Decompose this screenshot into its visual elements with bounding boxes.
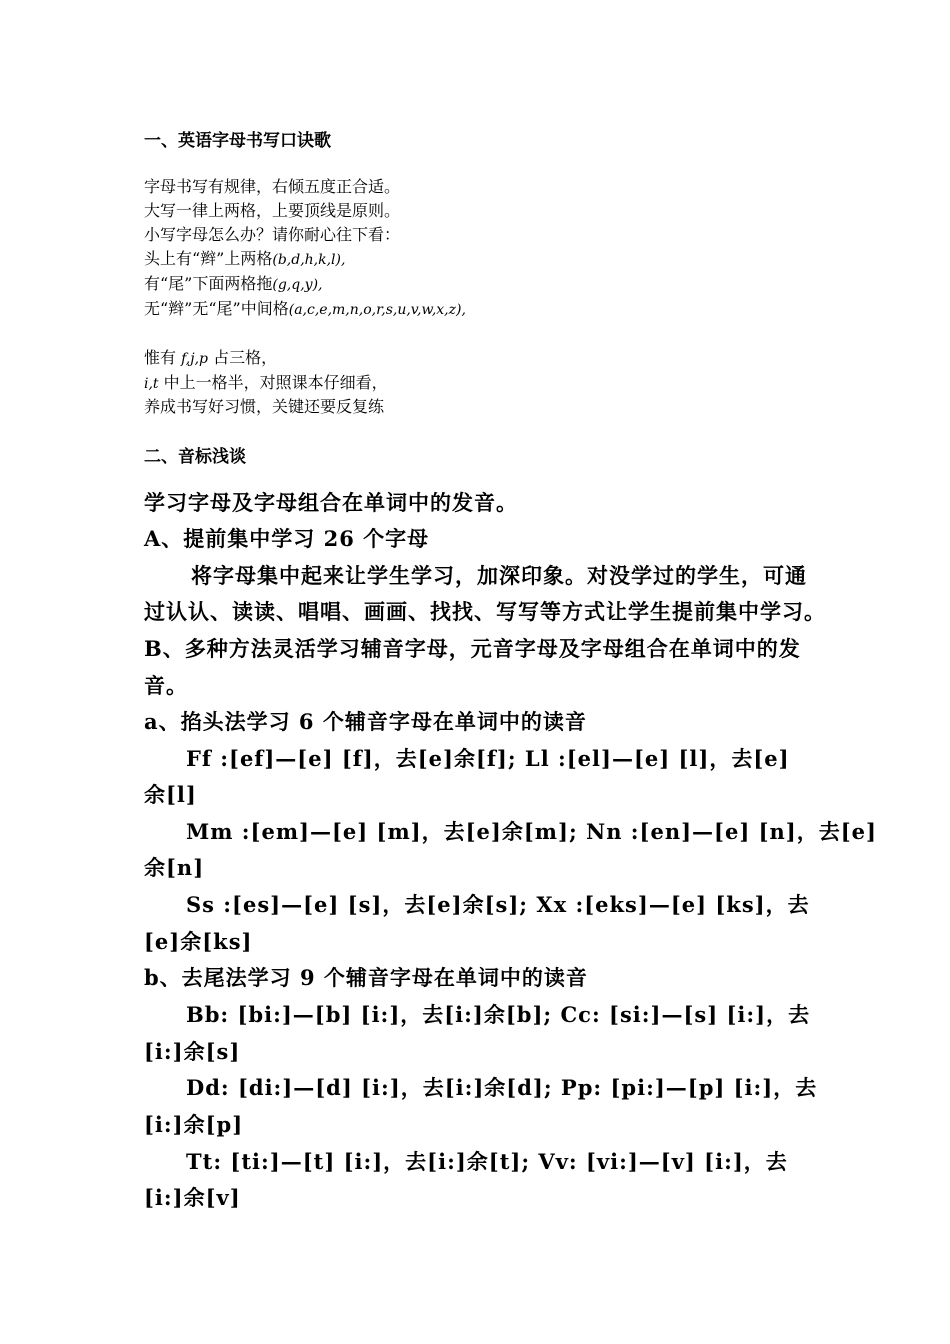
- rhyme-line-7-c: 占三格，: [207, 348, 278, 367]
- heading-b-line-2: 音。: [144, 673, 188, 698]
- rhyme-line-5-letters: (g,q,y),: [272, 277, 323, 293]
- rhyme-line-4-text: 头上有“辫”上两格: [144, 249, 273, 268]
- rhyme-line-7-letters: f,j,p: [181, 351, 208, 367]
- rhyme-line-6-letters: (a,c,e,m,n,o,r,s,u,v,w,x,z),: [288, 302, 466, 318]
- rhyme-line-2: 大写一律上两格，上要顶线是原则。: [144, 201, 401, 220]
- section1-title: 一、英语字母书写口诀歌: [144, 131, 331, 151]
- ss-line-1: Ss :[es]—[e] [s]，去[e]余[s]; Xx :[eks]—[e] [ks]，去: [186, 892, 810, 917]
- subheading-a: a、掐头法学习 6 个辅音字母在单词中的读音: [144, 709, 587, 734]
- rhyme-line-6: [144, 296, 466, 319]
- paragraph-a-line-2: 过认认、读读、唱唱、画画、找找、写写等方式让学生提前集中学习。: [144, 599, 826, 624]
- heading-b-line-1: B、多种方法灵活学习辅音字母，元音字母及字母组合在单词中的发: [144, 636, 801, 661]
- bb-line-1: Bb: [bi:]—[b] [i:]，去[i:]余[b]; Cc: [si:]—[s] [i:]，去: [186, 1002, 811, 1027]
- bb-line-2: [i:]余[s]: [144, 1039, 241, 1064]
- rhyme-line-4-letters: (b,d,h,k,l),: [272, 252, 346, 268]
- rhyme-line-8: [144, 370, 388, 393]
- subheading-b: b、去尾法学习 9 个辅音字母在单词中的读音: [144, 965, 588, 990]
- mm-line-1: Mm :[em]—[e] [m]，去[e]余[m]; Nn :[en]—[e] [n]，去[e]: [186, 819, 877, 844]
- rhyme-line-8-text: 中上一格半，对照课本仔细看，: [158, 373, 388, 392]
- rhyme-line-5: [144, 271, 322, 294]
- mm-line-2: 余[n]: [144, 855, 205, 880]
- dd-line-1: Dd: [di:]—[d] [i:]，去[i:]余[d]; Pp: [pi:]—[p] [i:]，去: [186, 1075, 818, 1100]
- rhyme-line-9: 养成书写好习惯，关键还要反复练: [144, 397, 385, 416]
- section2-intro: 学习字母及字母组合在单词中的发音。: [144, 490, 518, 515]
- dd-line-2: [i:]余[p]: [144, 1112, 244, 1137]
- ff-line-2: 余[l]: [144, 782, 197, 807]
- tt-line-2: [i:]余[v]: [144, 1185, 241, 1210]
- heading-a: A、提前集中学习 26 个字母: [144, 526, 430, 551]
- rhyme-line-3: 小写字母怎么办？请你耐心往下看：: [144, 225, 401, 244]
- rhyme-line-6-text: 无“辫”无“尾”中间格: [144, 299, 289, 318]
- rhyme-line-4: [144, 246, 345, 269]
- tt-line-1: Tt: [ti:]—[t] [i:]，去[i:]余[t]; Vv: [vi:]—[v] [i:]，去: [186, 1149, 788, 1174]
- rhyme-line-5-text: 有“尾”下面两格拖: [144, 274, 273, 293]
- ff-line-1: Ff :[ef]—[e] [f]，去[e]余[f]; Ll :[el]—[e] [l]，去[e]: [186, 746, 790, 771]
- section2-title: 二、音标浅谈: [144, 447, 246, 467]
- paragraph-a-line-1: 将字母集中起来让学生学习，加深印象。对没学过的学生，可通: [191, 563, 807, 588]
- rhyme-line-8-letters: i,t: [144, 376, 159, 392]
- rhyme-line-7: [144, 345, 277, 368]
- rhyme-line-1: 字母书写有规律，右倾五度正合适。: [144, 177, 401, 196]
- ss-line-2: [e]余[ks]: [144, 929, 253, 954]
- rhyme-line-7-a: 惟有: [144, 348, 182, 367]
